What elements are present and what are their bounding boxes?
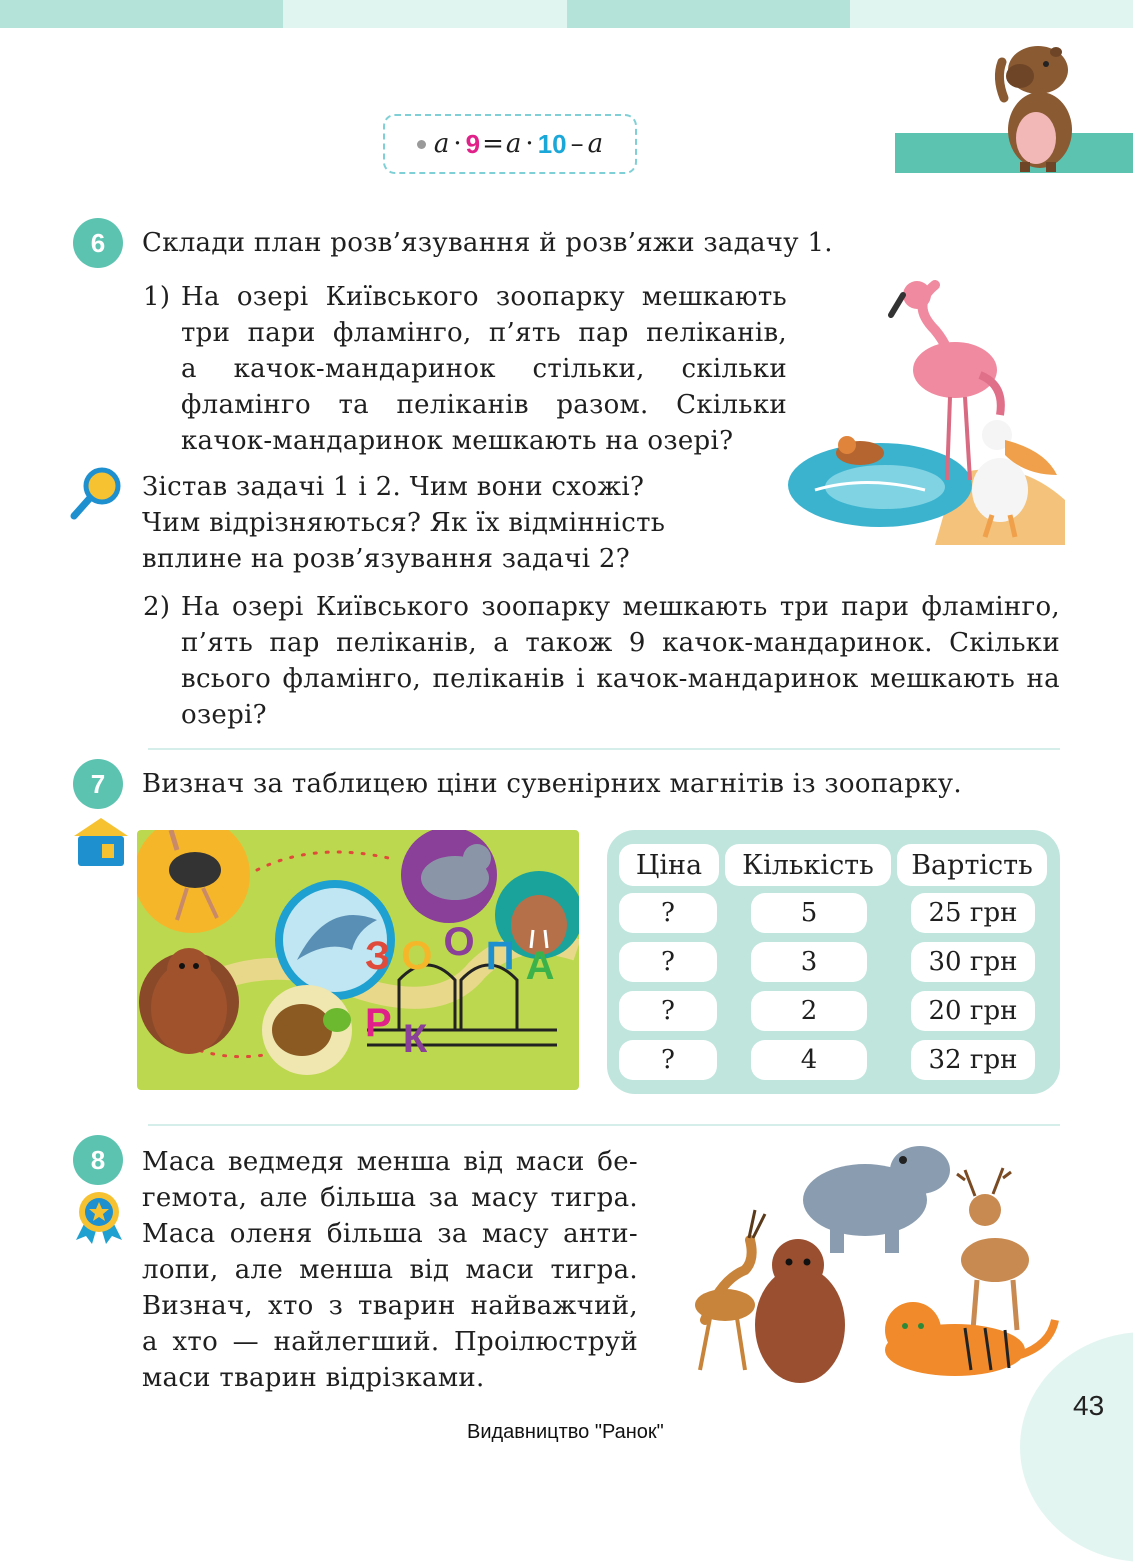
zoo-letter: О bbox=[401, 934, 433, 978]
problem-2-line: п’ять пар пеліканів, а також 9 качок-мандаринок. Скільки bbox=[181, 628, 1060, 658]
table-header: Вартість bbox=[897, 844, 1047, 886]
compare-text bbox=[142, 469, 665, 577]
problem-1-text bbox=[181, 279, 787, 459]
problem-2-label: 2) bbox=[143, 592, 171, 622]
table-cell-total: 20 грн bbox=[911, 991, 1035, 1031]
problem-1-label: 1) bbox=[143, 282, 171, 312]
table-cell-price: ? bbox=[619, 942, 717, 982]
table-cell-total: 25 грн bbox=[911, 893, 1035, 933]
problem-2-line: озері? bbox=[181, 700, 267, 730]
problem-1-line: качок-мандаринок мешкають на озері? bbox=[181, 426, 734, 456]
formula-eq: = bbox=[482, 129, 504, 159]
task-8-line: а хто — найлегший. Проілюструй bbox=[142, 1327, 638, 1357]
zoo-illustration bbox=[137, 830, 579, 1090]
table-cell-total: 32 грн bbox=[911, 1040, 1035, 1080]
table-cell-qty: 3 bbox=[751, 942, 867, 982]
magnifier-icon bbox=[68, 466, 124, 522]
table-cell-qty: 5 bbox=[751, 893, 867, 933]
publisher-footer: Видавництво "Ранок" bbox=[467, 1421, 664, 1443]
formula-bullet-icon bbox=[417, 140, 426, 149]
divider-1 bbox=[148, 748, 1060, 750]
zoo-letter: Р bbox=[365, 1001, 392, 1045]
task-8-line: Визнач, хто з тварин найважчий, bbox=[142, 1291, 638, 1321]
problem-1-line: три пари фламінго, п’ять пар пеліканів, bbox=[181, 318, 787, 348]
formula-box bbox=[383, 114, 637, 174]
compare-line: Чим відрізняються? Як їх відмінність bbox=[142, 508, 666, 538]
task-8-line: Маса ведмедя менша від маси бе- bbox=[142, 1147, 638, 1177]
formula-minus: – bbox=[570, 129, 584, 159]
top-band-1 bbox=[0, 0, 283, 28]
table-cell-price: ? bbox=[619, 893, 717, 933]
divider-2 bbox=[148, 1124, 1060, 1126]
problem-2-line: На озері Київського зоопарку мешкають три пари фламінго, bbox=[181, 592, 1060, 622]
capybara-illustration bbox=[990, 38, 1090, 173]
formula-dot1: · bbox=[453, 129, 462, 159]
task-8-line: маси тварин відрізками. bbox=[142, 1363, 485, 1393]
top-band-3 bbox=[567, 0, 850, 28]
zoo-letter: З bbox=[365, 934, 391, 978]
flamingo-pelican-illustration bbox=[785, 275, 1075, 550]
table-cell-price: ? bbox=[619, 991, 717, 1031]
zoo-letter: А bbox=[525, 944, 555, 988]
top-band-2 bbox=[283, 0, 567, 28]
task-6-prompt: Склади план розв’язування й розв’яжи задачу 1. bbox=[142, 228, 833, 258]
table-header: Ціна bbox=[619, 844, 719, 886]
formula-n2: 10 bbox=[537, 128, 567, 159]
problem-1-line: На озері Київського зоопарку мешкають bbox=[181, 282, 787, 312]
page-number: 43 bbox=[1073, 1390, 1105, 1421]
animals-illustration bbox=[665, 1130, 1070, 1400]
zoo-letter: К bbox=[402, 1017, 428, 1061]
formula-n1: 9 bbox=[465, 128, 481, 159]
problem-1-line: а качок-мандаринок стільки, скільки bbox=[181, 354, 787, 384]
problem-2-line: всього фламінго, пеліканів і качок-мандаринок мешкають на bbox=[181, 664, 1060, 694]
task-7-badge: 7 bbox=[73, 759, 123, 809]
table-cell-qty: 2 bbox=[751, 991, 867, 1031]
formula-dot2: · bbox=[525, 129, 534, 159]
formula-a1: a bbox=[433, 129, 450, 159]
compare-line: Зістав задачі 1 і 2. Чим вони схожі? bbox=[142, 472, 645, 502]
table-cell-total: 30 грн bbox=[911, 942, 1035, 982]
table-cell-price: ? bbox=[619, 1040, 717, 1080]
zoo-letter: О bbox=[443, 920, 475, 964]
problem-1-line: фламінго та пеліканів разом. Скільки bbox=[181, 390, 787, 420]
formula-a3: a bbox=[587, 129, 604, 159]
table-header: Кількість bbox=[725, 844, 891, 886]
top-band-4 bbox=[850, 0, 1133, 28]
zoo-sign bbox=[365, 920, 579, 1061]
zoo-letter: П bbox=[485, 934, 515, 978]
formula-a2: a bbox=[505, 129, 522, 159]
task-8-line: Маса оленя більша за масу анти- bbox=[142, 1219, 638, 1249]
compare-line: вплине на розв’язування задачі 2? bbox=[142, 544, 630, 574]
task-8-text bbox=[142, 1144, 638, 1396]
table-cell-qty: 4 bbox=[751, 1040, 867, 1080]
task-8-line: гемота, але більша за масу тигра. bbox=[142, 1183, 638, 1213]
task-6-badge: 6 bbox=[73, 218, 123, 268]
task-7-prompt: Визнач за таблицею ціни сувенірних магнітів із зоопарку. bbox=[142, 769, 962, 799]
problem-2-text bbox=[181, 589, 1060, 733]
task-8-badge: 8 bbox=[73, 1135, 123, 1185]
house-icon bbox=[72, 816, 130, 868]
medal-icon bbox=[72, 1190, 126, 1246]
price-table bbox=[607, 830, 1060, 1094]
task-8-line: лопи, але менша від маси тигра. bbox=[142, 1255, 638, 1285]
